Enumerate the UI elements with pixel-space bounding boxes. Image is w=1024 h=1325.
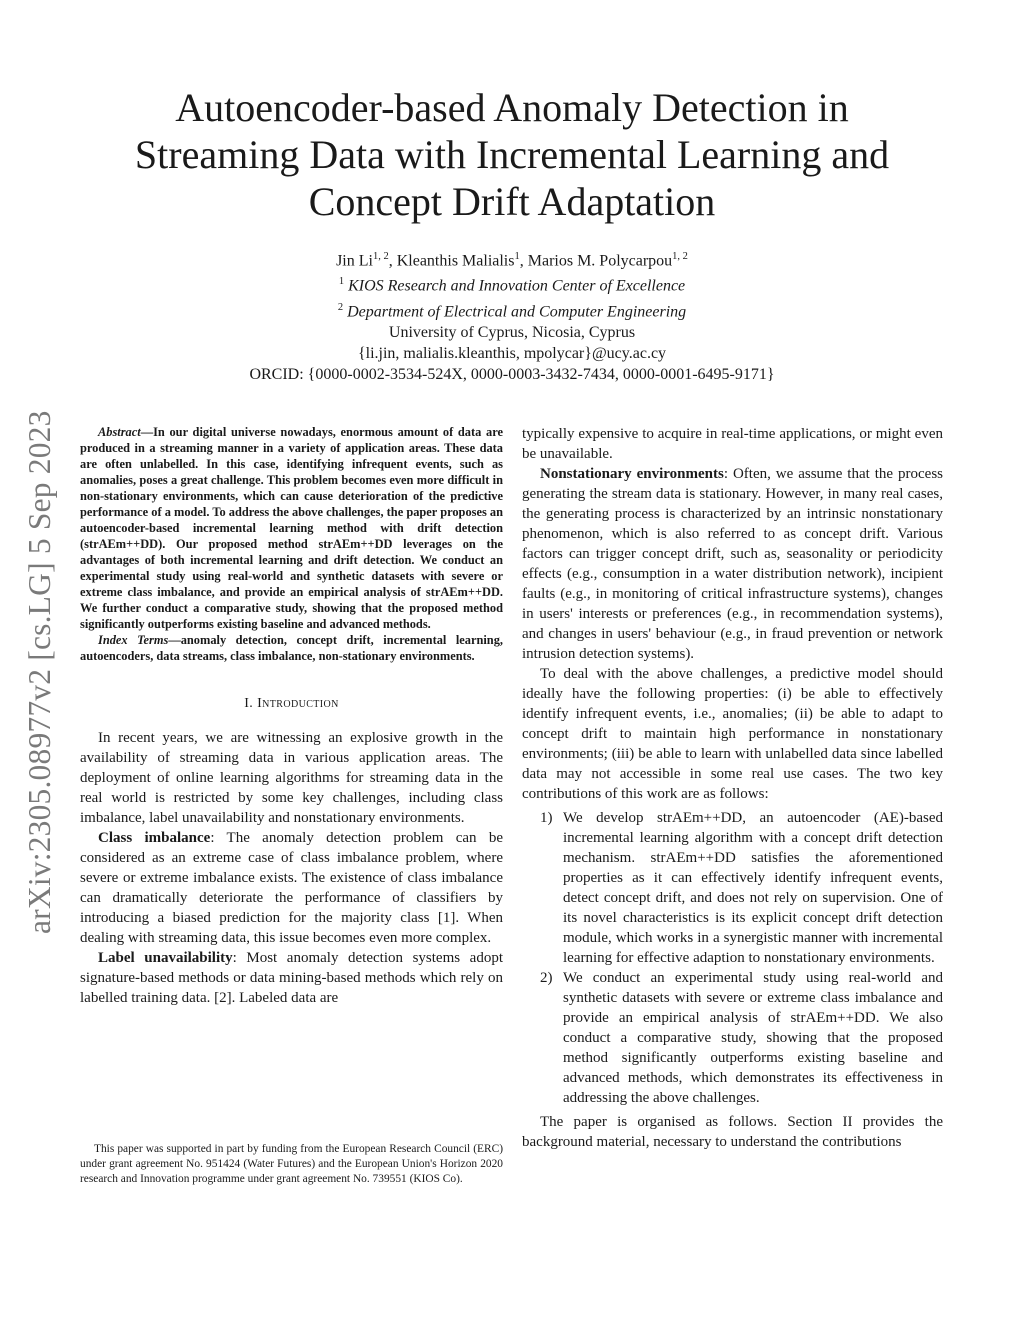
nonstationary-label: Nonstationary environments [540,466,724,482]
class-imbalance-text: : The anomaly detection problem can be considered as an extreme case of class imbalance problem, where severe or extreme imbalance exists. The existence of class imbalance can dramatically deteriorate the performance of classifiers by introducing a biased prediction for the majority class [1]. When dealing with streaming data, this issue becomes even more complex. [80,830,503,946]
nonstationary-text: : Often, we assume that the process generating the stream data is stationary. However, in many real cases, the generating process is characterized by an intrinsic nonstationary phenomenon, which is also referred to as concept drift. Various factors can trigger concept drift, such as, seasonality or periodicity effects (e.g., consumption in a water distribution network), incipient faults (e.g., in monitoring of critical infrastructure systems), changes in users' interests or preferences (e.g., in recommendation systems), and changes in users' behaviour (e.g., in fraud prevention or network intrusion detection systems). [522,466,943,662]
funding-footnote: This paper was supported in part by funding from the European Research Council (ERC) under grant agreement No. 951424 (Water Futures) and the European Union's Horizon 2020 research and Innovation programme under grant agreement No. 739551 (KIOS Co). [80,1143,503,1185]
label-unavailability-text: : Most anomaly detection systems adopt signature-based methods or data mining-based methods which rely on labelled training data. [2]. Labeled data are [80,950,503,1006]
author-orcid: ORCID: {0000-0002-3534-524X, 0000-0003-3432-7434, 0000-0001-6495-9171} [249,365,775,383]
affil-text: KIOS Research and Innovation Center of Excellence [348,277,686,295]
organisation-paragraph: The paper is organised as follows. Section II provides the background material, necessary to understand the contributions [522,1114,943,1150]
author-affil-sup: 1 [514,251,520,262]
author-affil-sup: 1, 2 [672,251,688,262]
author-names [100,246,924,271]
author-emails: {li.jin, malialis.kleanthis, mpolycar}@ucy.ac.cy [357,344,667,362]
author-affil-sup: 1, 2 [372,251,389,262]
title-line: Autoencoder-based Anomaly Detection in [175,85,849,130]
author-name: , Marios M. Polycarpou [519,252,673,270]
contribution-text: We conduct an experimental study using real-world and synthetic datasets with severe or extreme class imbalance and provide an empirical analysis of strAEm++DD. We also conduct a comparative study, showing that the proposed method significantly outperforms existing baseline and advanced methods, which demonstrates its effectiveness in addressing the above challenges. [563,970,943,1106]
properties-paragraph: To deal with the above challenges, a predictive model should ideally have the following properties: (i) be able to effectively identify infrequent events, i.e., anomalies; (ii) be able to adapt to concept drift to maintain high performance in nonstationary environments; (iii) be able to learn with unlabelled data since labelled data may not accessible in some real use cases. The two key contributions of this work are as follows: [522,666,943,802]
arxiv-side-stamp: arXiv:2305.08977v2 [cs.LG] 5 Sep 2023 [22,410,57,934]
affil-sup: 2 [337,301,344,313]
section-heading-introduction: I. Introduction [244,696,339,711]
abstract-text: —In our digital universe nowadays, enormous amount of data are produced in a streaming manner in a variety of application areas. These data are often unlabelled. In this case, identifying infrequent events, such as anomalies, poses a great challenge. This problem becomes even more difficult in non-stationary environments, which can cause deterioration of the predictive performance of a model. To address the above challenges, the paper proposes an autoencoder-based incremental learning method with drift detection (strAEm++DD). Our proposed method strAEm++DD leverages on the advantages of both incremental learning and drift detection. We conduct an experimental study using real-world and synthetic datasets with severe or extreme class imbalance, and provide an empirical analysis of strAEm++DD. We further conduct a comparative study, showing that the proposed method significantly outperforms existing baseline and advanced methods. [80,425,503,631]
contributions-list [522,808,943,1108]
nonstationary-paragraph [522,464,943,664]
affiliation-1 [100,271,924,296]
affiliation-2 [100,297,924,322]
intro-paragraph: In recent years, we are witnessing an explosive growth in the availability of streaming data in various application areas. The deployment of online learning algorithms for streaming data in the real world is restricted by some key challenges, including class imbalance, label unavailability and nonstationary environments. [80,730,503,826]
abstract-lead: Abstract [98,425,141,439]
index-terms-lead: Index Terms [98,633,169,647]
affil-sup: 1 [338,276,345,288]
author-name: , Kleanthis Malialis [388,252,515,270]
index-terms-text: —anomaly detection, concept drift, incremental learning, autoencoders, data streams, class imbalance, non-stationary environments. [80,633,503,663]
contribution-item [522,968,943,1108]
author-name: Jin Li [336,252,373,270]
contribution-number: 2) [540,970,553,986]
class-imbalance-paragraph [80,828,503,948]
contribution-text: We develop strAEm++DD, an autoencoder (AE)-based incremental learning algorithm with a concept drift detection mechanism. strAEm++DD satisfies the aforementioned properties as it can effectively identify infrequent events, detect concept drift, and does not rely on supervision. One of its novel characteristics is its explicit concept drift detection module, which works in a synergistic manner with incremental learning for effective adaption to nonstationary environments. [563,810,943,966]
index-terms [80,632,503,664]
right-column [522,424,943,1152]
affil-text: Department of Electrical and Computer Engineering [347,302,687,320]
title-line: Concept Drift Adaptation [308,179,716,224]
left-column [80,424,503,1008]
contribution-item [522,808,943,968]
university: University of Cyprus, Nicosia, Cyprus [388,323,636,341]
class-imbalance-label: Class imbalance [98,830,211,846]
title-line: Streaming Data with Incremental Learning and [134,132,890,177]
contribution-number: 1) [540,810,553,826]
continued-paragraph: typically expensive to acquire in real-time applications, or might even be unavailable. [522,426,943,462]
label-unavailability-label: Label unavailability [98,950,233,966]
author-block [100,246,924,385]
paper-title [100,84,924,225]
label-unavailability-paragraph [80,948,503,1008]
abstract [80,424,503,632]
